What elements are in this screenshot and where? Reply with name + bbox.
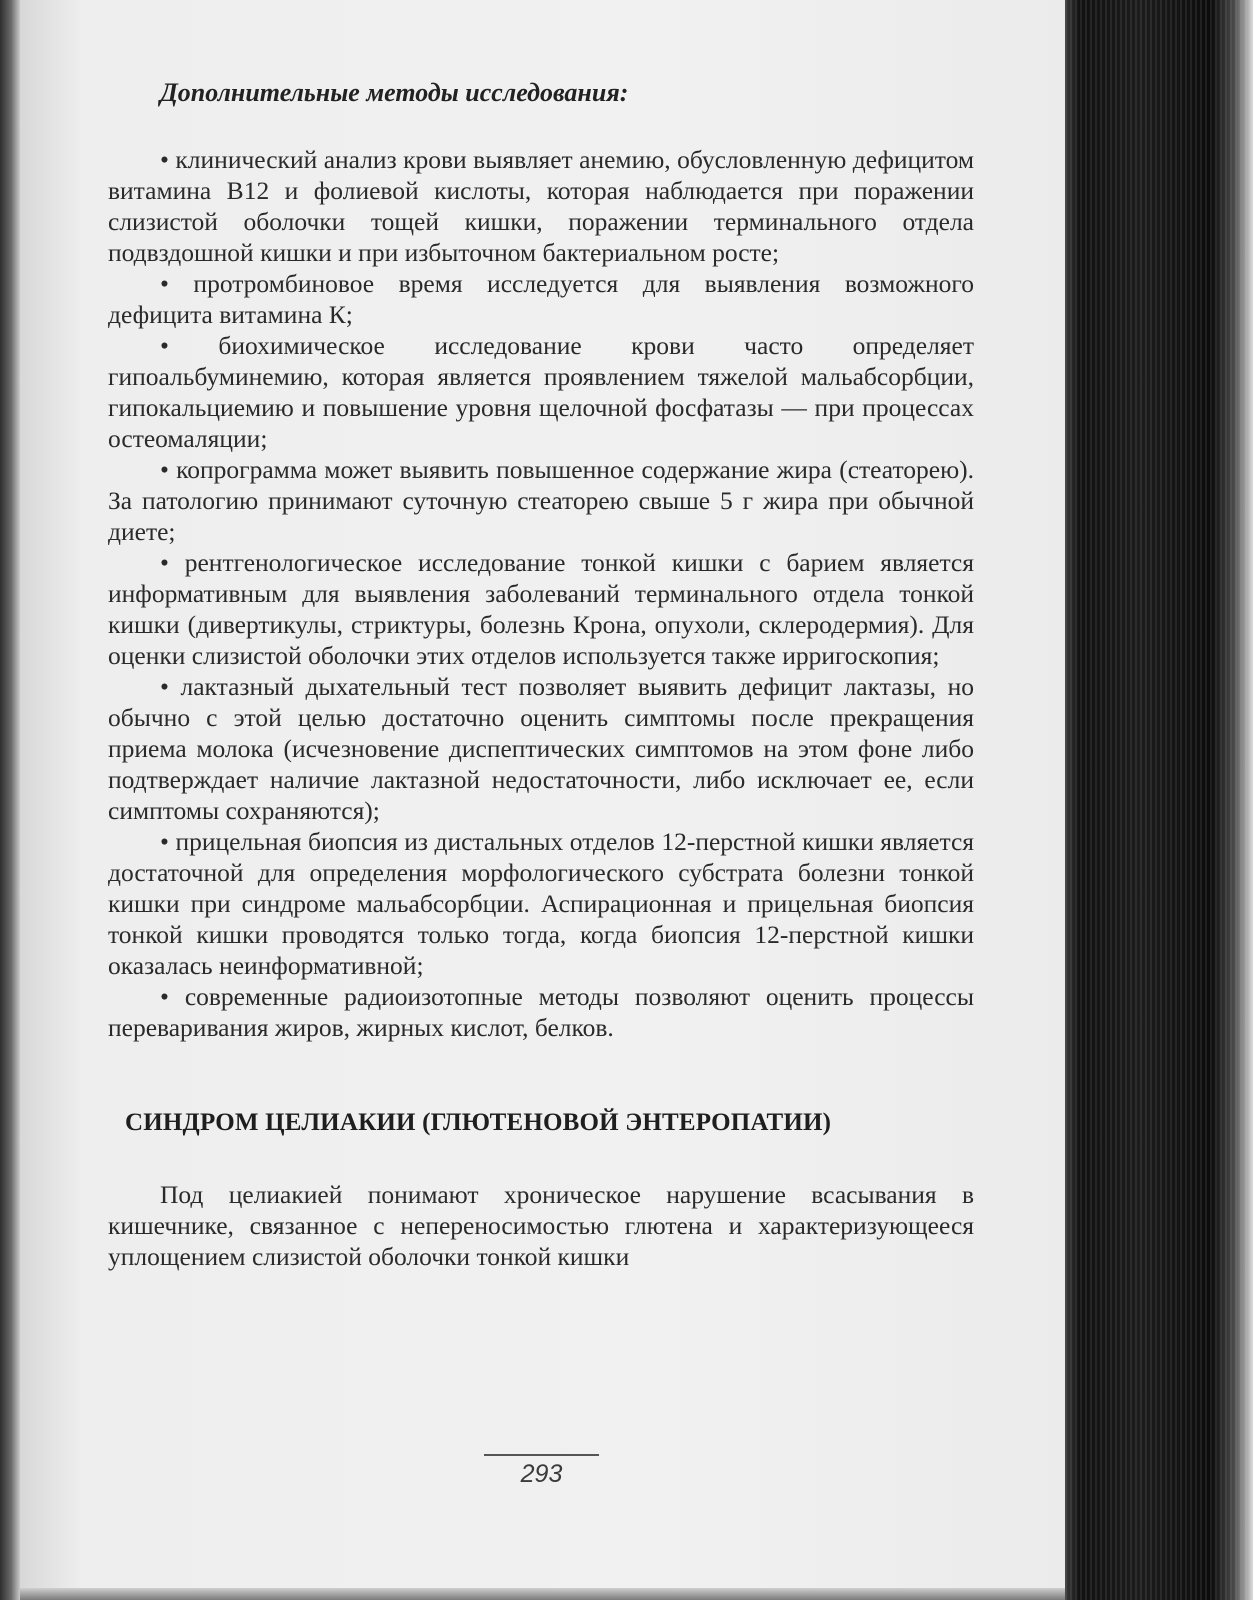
list-item: • современные радиоизотопные методы позволяют оценить процессы переваривания жиров, жирных кислот, белков. (108, 981, 974, 1043)
methods-list (108, 144, 974, 1043)
page-number-rule (484, 1454, 599, 1456)
list-item: • копрограмма может выявить повышенное содержание жира (стеаторею). За патологию принимают суточную стеаторею свыше 5 г жира при обычной диете; (108, 454, 974, 547)
intro-paragraph: Под целиакией понимают хроническое нарушение всасывания в кишечнике, связанное с непереносимостью глютена и характеризующееся уплощением слизистой оболочки тонкой кишки (108, 1180, 974, 1271)
methods-title: Дополнительные методы исследования: (160, 78, 629, 107)
list-item: • клинический анализ крови выявляет анемию, обусловленную дефицитом витамина B12 и фолиевой кислоты, которая наблюдается при поражении слизистой оболочки тощей кишки, поражении терминального отдела подвздошной кишки и при избыточном бактериальном росте; (108, 144, 974, 268)
page-gutter-shadow (0, 0, 20, 1600)
list-item: • биохимическое исследование крови часто определяет гипоальбуминемию, которая является проявлением тяжелой мальабсорбции, гипокальциемию и повышение уровня щелочной фосфатазы — при процессах остеомаляции; (108, 330, 974, 454)
list-item: • протромбиновое время исследуется для выявления возможного дефицита витамина К; (108, 268, 974, 330)
book-edge (1065, 0, 1253, 1600)
page-content (108, 78, 974, 1272)
list-item: • рентгенологическое исследование тонкой кишки с барием является информативным для выявления заболеваний терминального отдела тонкой кишки (дивертикулы, стриктуры, болезнь Крона, опухоли, склеродермия). Для оценки слизистой оболочки этих отделов используется также ирригоскопия; (108, 547, 974, 671)
page-number: 293 (520, 1460, 563, 1488)
list-item: • лактазный дыхательный тест позволяет выявить дефицит лактазы, но обычно с этой целью достаточно оценить симптомы после прекращения приема молока (исчезновение диспептических симптомов на этом фоне либо подтверждает наличие лактазной недостаточности, либо исключает ее, если симптомы сохраняются); (108, 671, 974, 826)
section-heading: СИНДРОМ ЦЕЛИАКИИ (ГЛЮТЕНОВОЙ ЭНТЕРОПАТИИ) (125, 1109, 832, 1136)
list-item: • прицельная биопсия из дистальных отделов 12-перстной кишки является достаточной для определения морфологического субстрата болезни тонкой кишки при синдроме мальабсорбции. Аспирационная и прицельная биопсия тонкой кишки проводятся только тогда, когда биопсия 12-перстной кишки оказалась неинформативной; (108, 826, 974, 981)
page-bottom-edge (20, 1588, 1065, 1600)
